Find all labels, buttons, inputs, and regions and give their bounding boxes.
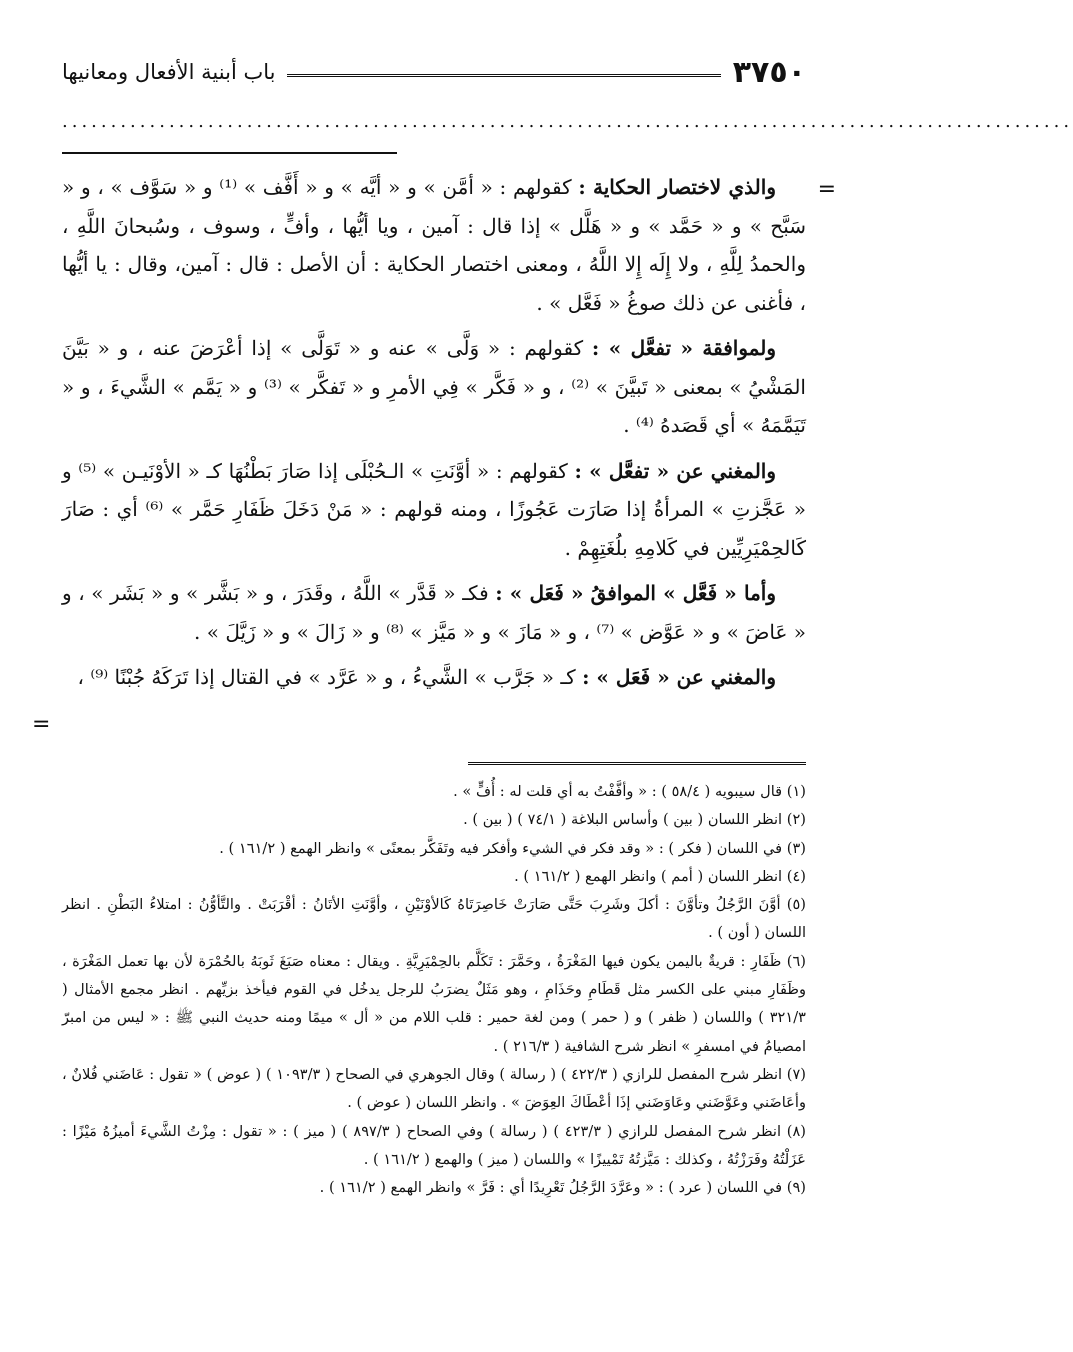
paragraph (62, 452, 806, 568)
continuation-mark-end: = (32, 712, 51, 737)
paragraph-text: فكـ « قَدَّر » اللَّهُ ، وقَدَرَ ، و « بَشَّر » و « بَشَر » ، و « عَاضَ » و « عَوَّض » ⁽⁷⁾ ، و « مَازَ » و « مَيَّز » ⁽⁸⁾ و « زَالَ » و « زَيَّلَ » . (62, 581, 806, 644)
footnote: (٨) انظر شرح المفصل للرازي ( ٤٢٣/٣ ) ( رسالة ) وفي الصحاح ( ٨٩٧/٣ ) ( ميز ) : « تقول : مِزْتُ الشَّيءَ أميزُهُ مَيْزًا : عَزَلْتُهُ وفَرَزْتُهُ ، وكذلك : مَيَّزتُهُ تَمْييزًا » واللسان ( ميز ) والهمع ( ١٦١/٢ ) . (62, 1122, 806, 1168)
paragraph (62, 168, 806, 322)
paragraph (62, 574, 806, 651)
main-text (62, 168, 806, 704)
paragraph-text: كقولهم : « أوَّنَتِ » الـحُبْلَى إذا صَارَ بَطْنُهَا كـ « الأوْنَيـن » ⁽⁵⁾ و « عَجَّزتِ » المرأةُ إذا صَارَت عَجُوزًا ، ومنه قولهم : « مَنْ دَخَلَ ظَفَارِ حَمَّر » ⁽⁶⁾ أي : صَارَ كَالحِمْيَرِيِّين في كَلامِهِ بلُغَتِهِمْ . (62, 458, 806, 560)
footnote-rule (468, 762, 806, 765)
paragraph-lead: وأما « فَعَّل » الموافقُ « فَعَل » : (495, 581, 776, 605)
paragraph-lead: والذي لاختصار الحكاية : (578, 175, 776, 199)
footnote: (٦) ظَفَارِ : قريةٌ باليمن يكون فيها المَغْرَةُ ، وحَمَّرَ : تَكَلَّم بالحِمْيَرِيَّةِ . ويقال : معناه صَبَغَ ثَوبَهُ بالحُمْرَة لأن بها تعمل المَغْرَة ، وظَفَارِ مبني على الكسر مثل قَطَامِ وحَذَامِ ، وهو مَثَلٌ يضرَبُ للرجل يدخُل في القوم فيأخذ بزيِّهم . انظر مجمع الأمثال ( ٣٢١/٣ ) واللسان ( ظفر ) و ( حمر ) ومن لغة حمير : قلب اللام من « أل » ميمًا ومنه حديث النبي ﷺ : « ليس من امبرّ امصيامُ في امسفرِ » انظر شرح الشافية ( ٢١٦/٣ ) . (62, 952, 806, 1055)
dotted-separator: ........................................................................................................ (62, 111, 1073, 132)
page-number: ٣٧٥٠ (732, 54, 806, 90)
footnote: (٣) في اللسان ( فكر ) : « وقد فكر في الشيء وأفكر فيه وتَفَكَّر بمعنًى » وانظر الهمع ( ١٦١/٢ ) . (219, 839, 806, 857)
footnote: (٧) انظر شرح المفصل للرازي ( ٤٢٢/٣ ) ( رسالة ) وقال الجوهري في الصحاح ( ١٠٩٣/٣ ) ( عوض ) « تقول : عَاضَني فُلانٌ ، وأعَاضَني وعَوَّضَني وعَاوَضَني إذَا أعْطَاكَ العِوَضَ » . وانظر اللسان ( عوض ) . (62, 1065, 806, 1112)
footnote: (٢) انظر اللسان ( بين ) وأساس البلاغة ( ٧٤/١ ) ( بين ) . (463, 811, 806, 829)
footnote: (٤) انظر اللسان ( أمم ) وانظر الهمع ( ١٦١/٢ ) . (514, 867, 806, 885)
footnote: (٩) في اللسان ( عرد ) : « وعَرَّدَ الرَّجُلُ تَعْرِيدًا أي : فَرَّ » وانظر الهمع ( ١٦١/٢ ) . (319, 1179, 806, 1197)
paragraph-text: كقولهم : « وَلَّى » عنه و « تَوَلَّى » إذا أعْرَضَ عنه ، و « بَيَّنَ المَشْيُ » بمعنى « تَبيَّنَ » ⁽²⁾ ، و « فَكَّر » فِي الأمرِ و « تَفكَّر » ⁽³⁾ و « يَمَّم » الشَّيءَ ، و « تَيَمَّمَهُ » أي قَصَدهُ ⁽⁴⁾ . (62, 336, 806, 437)
footnote: (٥) أوَّنَ الرَّجُلُ وتأوَّنَ : أكلَ وشَرِبَ حَتَّى صَارَتْ خَاصِرَتَاهُ كَالأوْنَيْنِ ، وأوَّنَتِ الأتَانُ : أقْرَبَتْ . والتَّأوُّنُ : امتلاءُ البَطْنِ . انظر اللسان ( أون ) . (62, 896, 806, 942)
header-rule (287, 74, 720, 77)
running-title: باب أبنية الأفعال ومعانيها (62, 60, 276, 84)
paragraph-lead: والمغني عن « فَعَل » : (582, 665, 776, 689)
footnotes (62, 778, 806, 1202)
paragraph-lead: ولموافقة « تفعَّل » : (591, 336, 776, 360)
paragraph-text: كقولهم : « أمَّن » و « أيَّه » و « أَفَّف » ⁽¹⁾ و « سَوَّف » ، و « سَبَّح » و « حَمَّد » و « هَلَّل » إذا قال : آمين ، ويا أيُّها ، وأفٍّ ، وسوف ، وسُبحانَ اللَّهِ ، والحمدُ لِلَّهِ ، ولا إِلَه إِلا اللَّهُ ، ومعنى اختصار الحكاية : أن الأصل : قال : آمين، وقال : يا أيُّها ، فأغنى عن ذلك صوغُ « فَعَّل » . (62, 175, 806, 315)
paragraph-lead: والمغني عن « تفعَّل » : (574, 458, 777, 483)
paragraph (62, 658, 806, 697)
footnote: (١) قال سيبويه ( ٥٨/٤ ) : « وأفَّفْتُ به أي قلت له : أُفٍّ » . (453, 783, 806, 800)
continuation-mark-start: = (817, 177, 836, 202)
paragraph (62, 329, 806, 445)
paragraph-text: كـ « جَرَّب » الشَّيءُ ، و « عَرَّد » في القتال إذا تَرَكَهُ جُبْنًا ⁽⁹⁾ ، (77, 665, 583, 689)
section-rule (62, 152, 397, 154)
page-header (62, 52, 806, 92)
